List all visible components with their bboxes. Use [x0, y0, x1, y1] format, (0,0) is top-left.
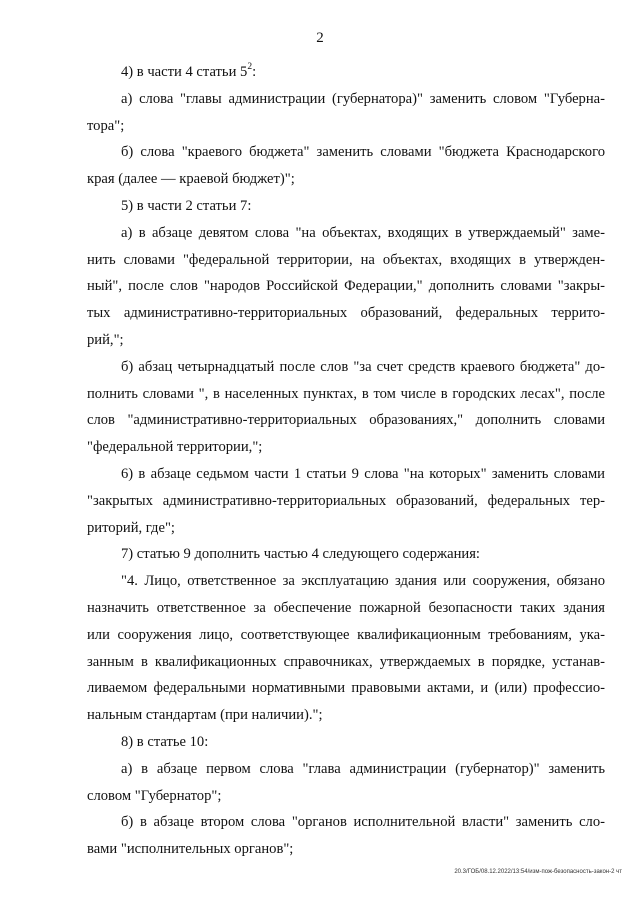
paragraph-line: а) в абзаце девятом слова "на объектах, входящих в утверждаемый" заме-: [121, 224, 605, 241]
superscript: 2: [247, 62, 253, 73]
paragraph-line: 8) в статье 10:: [121, 733, 209, 750]
paragraph-line: или сооружения лицо, соответствующее квалификационным требованиям, ука-: [87, 626, 605, 643]
paragraph-line: 6) в абзаце седьмом части 1 статьи 9 слова "на которых" заменить словами: [121, 465, 605, 482]
paragraph-line: тых административно-территориальных образований, федеральных террито-: [87, 305, 605, 322]
paragraph-line: полнить словами ", в населенных пунктах, в том числе в городских лесах", после: [87, 385, 605, 402]
paragraph-line: "закрытых административно-территориальных образований, федеральных тер-: [87, 492, 605, 509]
paragraph-line: словом "Губернатор";: [87, 787, 222, 804]
paragraph-line: вами "исполнительных органов";: [87, 841, 294, 858]
paragraph-line: а) в абзаце первом слова "глава администрации (губернатор)" заменить: [121, 760, 605, 777]
document-footer-code: 20.3/ГОБ/08.12.2022/13:54/изм-пож-безопасность-закон-2 чт: [454, 869, 622, 875]
paragraph-line: б) слова "краевого бюджета" заменить словами "бюджета Краснодарского: [121, 144, 605, 161]
paragraph-line: нить словами "федеральной территории, на объектах, входящих в утвержден-: [87, 251, 605, 268]
paragraph-line: б) абзац четырнадцатый после слов "за счет средств краевого бюджета" до-: [121, 358, 605, 375]
paragraph-line: 5) в части 2 статьи 7:: [121, 197, 252, 214]
paragraph-line: ный", после слов "народов Российской Федерации," дополнить словами "закры-: [87, 278, 605, 295]
paragraph-line: нальным стандартам (при наличии).";: [87, 707, 323, 724]
text-run: 4) в части 4 статьи 5: [121, 64, 248, 80]
paragraph-line: края (далее — краевой бюджет)";: [87, 171, 295, 188]
paragraph-line: назначить ответственное за обеспечение пожарной безопасности таких здания: [87, 599, 605, 616]
document-body: [87, 59, 605, 863]
paragraph-line: "федеральной территории,";: [87, 439, 263, 456]
paragraph-line: б) в абзаце втором слова "органов исполнительной власти" заменить сло-: [121, 814, 605, 831]
paragraph-line: 7) статью 9 дополнить частью 4 следующего содержания:: [121, 546, 480, 563]
paragraph-line: рий,";: [87, 331, 124, 348]
paragraph-line: занным в квалификационных справочниках, утверждаемых в порядке, устанав-: [87, 653, 605, 670]
paragraph-line: а) слова "главы администрации (губернатора)" заменить словом "Губерна-: [121, 90, 605, 107]
paragraph-line: риторий, где";: [87, 519, 175, 536]
paragraph-line: ливаемом федеральными нормативными правовыми актами, и (или) профессио-: [87, 680, 605, 697]
paragraph-line: слов "административно-территориальных образованиях," дополнить словами: [87, 412, 605, 429]
paragraph-line: [87, 59, 605, 86]
page-number: 2: [316, 30, 324, 46]
paragraph-line: тора";: [87, 117, 125, 134]
text-run: :: [252, 64, 257, 80]
paragraph-line: "4. Лицо, ответственное за эксплуатацию здания или сооружения, обязано: [121, 573, 605, 590]
